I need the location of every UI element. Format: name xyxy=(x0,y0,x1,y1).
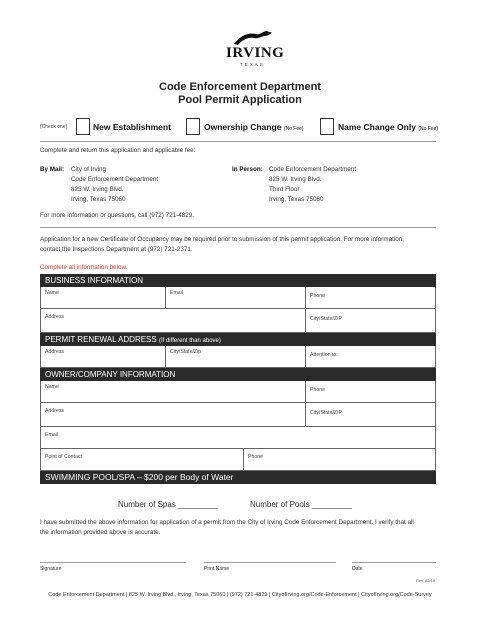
logo-wordmark: IRVING xyxy=(226,45,285,61)
more-info-text: For more information or questions, call (972) 721-4829. xyxy=(40,212,195,219)
pool-spa-header: SWIMMING POOL/SPA – $200 per Body of Water xyxy=(40,471,436,484)
logo-subtitle: TEXAS xyxy=(240,62,265,67)
renewal-address-header: PERMIT RENEWAL ADDRESS (If different than above) xyxy=(40,333,436,346)
number-of-spas-field[interactable]: Number of Spas _________ xyxy=(118,500,219,509)
business-address-field[interactable]: Address xyxy=(45,314,65,320)
name-change-checkbox[interactable] xyxy=(320,118,334,135)
signature-line[interactable] xyxy=(40,562,186,563)
in-person-label: In Person: xyxy=(232,166,263,173)
horse-icon xyxy=(232,30,274,46)
owner-info-header: OWNER/COMPANY INFORMATION xyxy=(40,368,436,381)
contact-phone-field[interactable]: Phone xyxy=(248,454,264,460)
by-mail-label: By Mail: xyxy=(40,166,65,173)
attention-to-field[interactable]: Attention to: xyxy=(310,352,338,358)
owner-city-field[interactable]: City/State/ZIP xyxy=(310,410,342,416)
permit-form xyxy=(40,274,436,484)
renewal-row xyxy=(40,346,436,368)
business-city-field[interactable]: City/State/ZIP xyxy=(310,316,342,322)
business-phone-field[interactable]: Phone xyxy=(310,293,326,299)
form-title: Pool Permit Application xyxy=(178,94,302,106)
by-mail-address: City of Irving Code Enforcement Department 825 W. Irving Blvd. Irving, Texas 75060 xyxy=(71,166,159,203)
certification-statement: I have submitted the above information for application of a permit from the City of Irving Code Enforcement Department. I verify that all the information provided above is accurate. xyxy=(40,519,414,536)
ownership-change-checkbox[interactable] xyxy=(186,118,200,135)
owner-row-4 xyxy=(40,449,436,471)
business-name-field[interactable]: Name xyxy=(45,290,59,296)
owner-address-field[interactable]: Address xyxy=(45,408,65,414)
ownership-change-label: Ownership Change (No Fee) xyxy=(204,122,304,132)
print-name-label: Print Name xyxy=(204,566,230,572)
date-label: Date xyxy=(352,566,363,572)
point-of-contact-field[interactable]: Point of Contact xyxy=(45,454,82,460)
business-row-2 xyxy=(40,309,436,333)
owner-row-2 xyxy=(40,403,436,427)
business-info-header: BUSINESS INFORMATION xyxy=(40,274,436,287)
complete-all-notice: Complete all information below. xyxy=(40,264,128,271)
business-email-field[interactable]: Email xyxy=(170,290,183,296)
print-name-line[interactable] xyxy=(204,562,336,563)
owner-email-field[interactable]: Email xyxy=(45,432,58,438)
irving-logo xyxy=(222,30,284,70)
footer-contact: Code Enforcement Department | 825 W. Irving Blvd., Irving, Texas 75060 | (972) 721-4829 | CityofIrving.org/Code-Enforcement | CityofIrving.org/Code-Survey xyxy=(48,592,432,598)
renewal-address-field[interactable]: Address xyxy=(45,349,65,355)
in-person-address: Code Enforcement Department 825 W. Irving Blvd. Third Floor Irving, Texas 75060 xyxy=(269,166,357,203)
signature-label: Signature xyxy=(40,566,62,572)
revision-date: Rev. 02/15 xyxy=(416,578,436,583)
new-establishment-label: New Establishment xyxy=(93,122,171,132)
name-change-label: Name Change Only (No Fee) xyxy=(338,122,439,132)
divider xyxy=(40,227,436,228)
new-establishment-checkbox[interactable] xyxy=(76,118,90,135)
renewal-city-field[interactable]: City/State/Zip xyxy=(170,349,202,355)
number-of-pools-field[interactable]: Number of Pools _________ xyxy=(250,500,352,509)
owner-phone-field[interactable]: Phone xyxy=(310,387,326,393)
business-row-1 xyxy=(40,287,436,309)
intro-text: Complete and return this application and applicable fee: xyxy=(40,147,196,154)
divider xyxy=(40,141,436,142)
application-type-row xyxy=(0,118,480,138)
owner-row-3 xyxy=(40,427,436,449)
owner-row-1 xyxy=(40,381,436,403)
owner-name-field[interactable]: Name xyxy=(45,384,59,390)
department-title: Code Enforcement Department xyxy=(159,81,321,93)
date-line[interactable] xyxy=(352,562,436,563)
check-one-hint: (Check one) xyxy=(40,124,68,130)
certificate-note: Application for a new Certificate of Occupancy may be required prior to submission of this permit application. For more information, contact the Inspections Department at (972) 721-2371. xyxy=(40,236,404,253)
